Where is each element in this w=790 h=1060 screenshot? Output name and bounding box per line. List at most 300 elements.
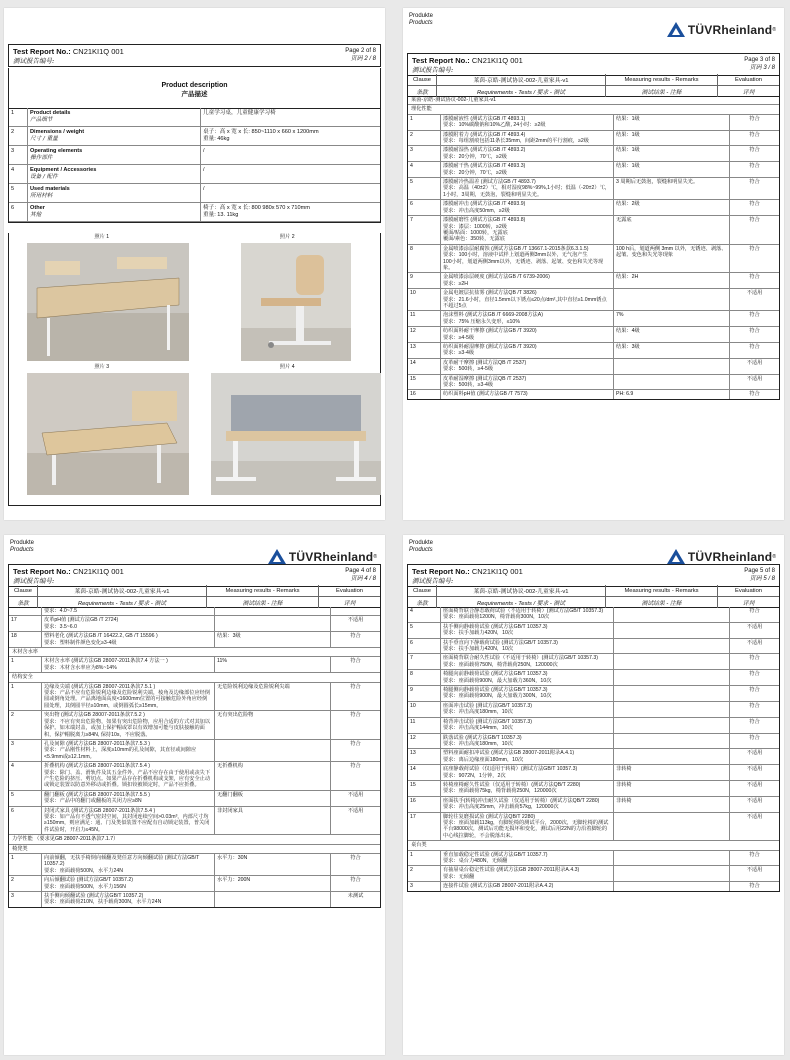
evaluation: 未测试 [347, 893, 364, 900]
column-header-row [9, 585, 380, 597]
clause-number: 14 [408, 765, 441, 780]
clause-number: 15 [408, 375, 441, 390]
evaluation-header-cn: 评判 [742, 601, 755, 607]
measuring-result [614, 882, 730, 890]
row-label [28, 146, 201, 164]
clause-number: 1 [408, 115, 441, 130]
requirements-standard: 莱茵-京皓-测试协议-002-儿童家具-v1 [437, 585, 606, 596]
requirement-text: 金属喷漆涂层硬度 (测试方法GB /T 6739-2006) 要求：≥2H [441, 273, 614, 288]
requirement-text: 金属喷漆涂层耐腐蚀 (测试方法GB /T 13667.1-2015条款6.3.1.5) 要求：100小时，溶液中试样上划道两侧3mm以外，无气泡产生 100小时，划道两侧3mm以外，无锈迹、剥落、起皱、变色和失光等现象。 [441, 245, 614, 273]
clause-number: 9 [408, 686, 441, 701]
requirement-text: 扶手垂直向下静载荷试验 (测试方法GB/T 10357.3) 要求：扶手加载力420N，10次 [441, 639, 614, 654]
clause-header: Clause [9, 585, 38, 596]
measuring-result [614, 702, 730, 717]
table-row [408, 200, 779, 216]
row-label [28, 203, 201, 221]
requirement-text: 塑料老化 (测试方法GB /T 16422.2, GB /T 15596 ) 要求：塑料制件颜色变化≥3-4级 [42, 632, 215, 647]
products-label-en: Products [10, 547, 34, 553]
measuring-result: 3 周期后无鼓泡，裂缝和明显失光。 [614, 178, 730, 199]
table-row [408, 343, 779, 359]
clause-header-cn: 条款 [9, 597, 38, 608]
measuring-result [614, 359, 730, 374]
requirement-text: 漆膜耐冲击 (测试方法GB /T 4893.9) 要求：冲击高度50mm，≥2级 [441, 200, 614, 215]
row-value: 椅子：高 x 宽 x 长: 800 980x 570 x 710mm 重量: 13. 11kg [203, 205, 310, 218]
table-row [408, 734, 779, 750]
table-row [408, 851, 779, 867]
table-row [408, 623, 779, 639]
clause-number: 5 [9, 791, 42, 806]
evaluation: 符合 [749, 608, 760, 614]
clause-number: 1 [408, 851, 441, 866]
table-row [9, 711, 380, 740]
evaluation: 不适用 [746, 639, 763, 646]
requirement-text: 金属电镀层抗盐雾 (测试方法QB /T 3826) 要求：21.6小时，直径1.5mm以下锈点≤20点/dm²,其中直径≥1.0mm锈点不超过5点 [441, 289, 614, 310]
measuring-result: 无危险锐利边缘及危险锐利尖端 [215, 683, 331, 711]
evaluation: 符合 [749, 245, 760, 252]
measuring-result: 无有突出危险物 [215, 711, 331, 739]
table-row [9, 791, 380, 807]
table-row [408, 115, 779, 131]
clause-number: 3 [9, 892, 42, 907]
measuring-result: 非转椅 [614, 797, 730, 812]
results-header: Measuring results - Remarks [606, 585, 718, 596]
results-header: Measuring results - Remarks [606, 74, 718, 85]
tuv-logo: TÜVRheinland ® [667, 549, 776, 564]
evaluation: 符合 [350, 740, 361, 747]
table-row [408, 216, 779, 245]
requirements-header: Requirements - Tests / 要求 - 测试 [437, 86, 606, 97]
measuring-result [614, 639, 730, 654]
evaluation: 不适用 [347, 617, 364, 624]
evaluation: 符合 [350, 877, 361, 884]
clause-number [9, 607, 42, 615]
table-row [408, 765, 779, 781]
requirement-text: 座面椅背联合静态载荷试验（不适用于转椅）(测试方法GB/T 10357.3) 要求：座面载荷1200N，椅背载荷300N，10次 [441, 607, 614, 622]
measuring-result: 非转椅 [614, 781, 730, 796]
evaluation-header-cn: 评判 [742, 90, 755, 96]
table-row [9, 854, 380, 876]
products-label-de: Produkte [10, 540, 35, 546]
section-heading: 木材含水率 [9, 648, 380, 657]
evaluation: 符合 [749, 851, 760, 858]
photo-caption: 照片 3 [94, 364, 110, 370]
requirement-text: 跌落试验 (测试方法GB/T 10357.3) 要求：冲击高度180mm，10次 [441, 734, 614, 749]
measuring-result [614, 866, 730, 881]
product-row [9, 165, 380, 184]
tuv-triangle-icon [268, 549, 286, 564]
table-row [408, 146, 779, 162]
requirement-text: 皮革pH值 (测试方法GB /T 2724) 要求：3.5~6.0 [42, 616, 215, 631]
clause-number: 2 [408, 866, 441, 881]
requirement-text: 纺织面料耐湿摩擦 (测试方法GB /T 3920) 要求：≥3-4级 [441, 343, 614, 358]
tuv-triangle-icon [667, 22, 685, 37]
measuring-result: 结果：1级 [614, 146, 730, 161]
requirement-text: 漆膜耐冷热温差 (测试方法GB /T 4893.7) 要求：高温（40±2）℃，相对湿度98%~99%,1小时；低温（-20±2）℃，1小时，3周期，无鼓泡，裂缝和明显失光。 [441, 178, 614, 199]
clause-number: 18 [9, 632, 42, 647]
evaluation: 符合 [749, 131, 760, 138]
evaluation: 不适用 [347, 791, 364, 798]
evaluation: 符合 [749, 718, 760, 725]
evaluation: 不适用 [746, 867, 763, 874]
clause-number: 9 [408, 273, 441, 288]
row-label-en: Dimensions / weight [30, 129, 85, 135]
evaluation: 符合 [350, 712, 361, 719]
measuring-result [614, 718, 730, 733]
requirement-text: 座面冲击试验 (测试方法GB/T 10357.3) 要求：冲击高度180mm，10次 [441, 702, 614, 717]
row-number: 5 [9, 184, 28, 202]
measuring-result: 非转椅 [614, 765, 730, 780]
row-value: 儿童学习桌，儿童健康学习椅 [203, 110, 276, 116]
row-label-cn: 设备 / 配件 [30, 174, 58, 180]
column-header [407, 74, 780, 97]
measuring-result [614, 607, 730, 622]
measuring-result: 结果：2级 [614, 200, 730, 215]
report-label-cn: 测试报告编号: [13, 577, 55, 585]
requirements-standard: 莱茵-京皓-测试协议-002-儿童家具-v1 [38, 585, 207, 596]
measuring-result: 水平力：200N [215, 876, 331, 891]
evaluation [331, 607, 380, 615]
measuring-result [215, 616, 331, 631]
product-description-title: Product description 产品描述 [8, 68, 381, 109]
row-label-en: Operating elements [30, 148, 83, 154]
evaluation: 符合 [350, 763, 361, 770]
requirement-text: 封闭式家具 (测试方法GB 28007-2011条款7.5.4 ) 要求：如产品有不透气密封空间，其封闭连续空间>0.03m³，内部尺寸均≥150mm，则应满足：通、门及类似装置不应配有自动锁定装置，普关闭件试验时，开启力≤45N。 [42, 807, 215, 835]
row-value: / [203, 167, 205, 173]
report-page-2 [4, 8, 385, 520]
clause-number: 3 [408, 882, 441, 890]
page-number: Page 3 of 8 [744, 57, 775, 63]
evaluation-header: Evaluation [734, 587, 763, 594]
evaluation: 符合 [749, 201, 760, 208]
requirement-text: 椅腿侧向静载荷试验 (测试方法GB/T 10357.3) 要求：座面载荷900N，最大加载力300N，10次 [441, 686, 614, 701]
requirement-text: 漆膜耐磨性 (测试方法GB /T 4893.8) 要求：漆层：1000转，≥2级 覆面/贴面：1000转，无露底 覆面/素色：350转，无露底 [441, 216, 614, 244]
table-row [408, 882, 779, 890]
measuring-result: 100 h后，划道两侧 3mm 以外，无锈迹、剥落、起皱、变色和失光等现象 [614, 245, 730, 273]
evaluation: 不适用 [746, 781, 763, 788]
tuv-logo: TÜVRheinland ® [268, 549, 377, 564]
measuring-result: 结果：1级 [614, 115, 730, 130]
report-header [407, 564, 780, 587]
report-page-5 [403, 535, 784, 1055]
report-label-cn: 测试报告编号: [412, 66, 454, 74]
requirement-text: 突出物 (测试方法GB 28007-2011条款7.5.2 ) 要求：不应有突出危险物，如果有突出危险物，应用合适的方式对其加以保护。如末端封盖，或加上保护帽或罩以有效增加可能与皮肤接触的面积，保护帽脱离力≥84N, 保持10s，不应脱落。 [42, 711, 215, 739]
measuring-result [614, 734, 730, 749]
requirement-text: 皮革耐湿摩擦 (测试方法QB /T 2537) 要求：500转，≥3-4级 [441, 375, 614, 390]
clause-number: 16 [408, 797, 441, 812]
evaluation: 符合 [749, 274, 760, 281]
clause-number: 15 [408, 781, 441, 796]
evaluation: 不适用 [746, 797, 763, 804]
clause-number: 13 [408, 343, 441, 358]
evaluation: 符合 [350, 633, 361, 640]
row-label [28, 165, 201, 183]
measuring-result: 无翻门翻板 [215, 791, 331, 806]
clause-number: 2 [408, 131, 441, 146]
measuring-result [215, 892, 331, 907]
evaluation: 符合 [749, 312, 760, 319]
evaluation: 不适用 [746, 750, 763, 757]
measuring-result: 11% [215, 657, 331, 672]
table-row [408, 245, 779, 274]
requirement-text: 座面扶手(转椅)冲击耐久试验（仅适用于转椅）(测试方法QB/T 2280) 要求：冲击高度25mm，冲击载荷57kg，120000次 [441, 797, 614, 812]
evaluation: 符合 [350, 855, 361, 861]
clause-number: 8 [408, 670, 441, 685]
row-label-cn: 尺寸 / 重量 [30, 136, 58, 142]
clause-number: 5 [408, 623, 441, 638]
table-row [408, 718, 779, 734]
requirement-text: 折叠机构 (测试方法GB 28007-2011条款7.5.4 ) 要求：除门、盖、滑轨件及其五金件外，产品不应存在由于使用或丧失下产生危险的挤压、剪切点。如果产品存在折叠机构或支架，应有安全止动或锁定装置以防意外移动或折叠。锁扣铰被锁定时，产品不应折叠。 [42, 762, 215, 790]
page-number: Page 2 of 8 [345, 48, 376, 54]
requirement-text: 椅背冲击试验 (测试方法GB/T 10357.3) 要求：冲击高度144mm，10次 [441, 718, 614, 733]
table-row [408, 273, 779, 289]
table-row [408, 749, 779, 765]
clause-header-cn: 条款 [408, 597, 437, 608]
evaluation-header-cn: 评判 [343, 601, 356, 607]
table-row [408, 359, 779, 375]
clause-number: 11 [408, 718, 441, 733]
measuring-result [614, 375, 730, 390]
requirement-text: 要求：4.0~7.5 [42, 607, 215, 615]
requirements-standard: 莱茵-京皓-测试协议-002-儿童家具-v1 [437, 74, 606, 85]
clause-header-cn: 条款 [408, 86, 437, 97]
clause-header: Clause [408, 74, 437, 85]
measuring-result: 无露底 [614, 216, 730, 244]
table-row [408, 327, 779, 343]
report-label: Test Report No.: [13, 567, 71, 576]
clause-number: 14 [408, 359, 441, 374]
evaluation: 符合 [749, 687, 760, 694]
column-header [8, 585, 381, 608]
measuring-result [614, 289, 730, 310]
clause-number: 6 [408, 200, 441, 215]
section-heading: 结构安全 [9, 673, 380, 682]
requirement-text: 向后倾翻试验 (测试方法GB/T 10357.2) 要求：座面载荷500N，水平力156N [42, 876, 215, 891]
report-label: Test Report No.: [412, 567, 470, 576]
table-row [9, 657, 380, 673]
clause-number: 13 [408, 749, 441, 764]
report-number: CN21KI1Q 001 [471, 56, 523, 65]
clause-number: 10 [408, 702, 441, 717]
report-header [8, 44, 381, 67]
row-label [28, 127, 201, 145]
page-number-cn: 页码 4 / 8 [350, 576, 376, 582]
row-label [28, 184, 201, 202]
table-row [408, 607, 779, 623]
report-label-cn: 测试报告编号: [412, 577, 454, 585]
test-results-table [407, 607, 780, 892]
report-number: CN21KI1Q 001 [471, 567, 523, 576]
clause-number: 2 [9, 711, 42, 739]
section-heading: 桌台类 [408, 841, 779, 850]
measuring-result: 结果：3级 [215, 632, 331, 647]
table-row [408, 639, 779, 655]
requirement-text: 椅腿向前静载荷试验 (测试方法GB/T 10357.3) 要求：座面载荷900N，最大加载力360N，10次 [441, 670, 614, 685]
measuring-result: 结果：3级 [614, 343, 730, 358]
column-header-row [408, 74, 779, 86]
row-label [28, 108, 201, 126]
report-label-cn: 测试报告编号: [13, 57, 55, 65]
clause-number: 6 [9, 807, 42, 835]
requirement-text: 孔及间隙 (测试方法GB 28007-2011条款7.5.3 ) 要求：产品刚性材料上，深度≥10mm的孔及间隙，其直径或间隙应<5.9mm或≥12.1mm。 [42, 740, 215, 761]
page-number-cn: 页码 3 / 8 [749, 65, 775, 71]
evaluation: 符合 [749, 702, 760, 709]
photo-caption: 照片 2 [279, 234, 295, 240]
row-label-en: Other [30, 205, 45, 211]
table-row [9, 607, 380, 616]
results-header-cn: 测试结果 - 注释 [606, 597, 718, 608]
measuring-result: 7% [614, 311, 730, 326]
row-value: / [203, 186, 205, 192]
evaluation: 符合 [749, 655, 760, 662]
table-row [408, 670, 779, 686]
evaluation: 符合 [749, 179, 760, 186]
clause-number: 5 [408, 178, 441, 199]
clause-number: 7 [408, 216, 441, 244]
requirement-text: 漆膜耐干热 (测试方法GB /T 4893.3) 要求：20分钟，70℃，≥2级 [441, 162, 614, 177]
clause-number: 12 [408, 327, 441, 342]
measuring-result [215, 607, 331, 615]
evaluation-header: Evaluation [335, 587, 364, 594]
evaluation: 符合 [749, 328, 760, 335]
evaluation: 不适用 [746, 813, 763, 820]
row-value: 桌子：高 x 宽 x 长: 850~1110 x 660 x 1200mm 重量: 46kg [203, 129, 319, 142]
requirement-text: 漆膜耐液性 (测试方法GB /T 4893.1) 要求：10%碳酸钠和10%乙酸, 24小时：≥2级 [441, 115, 614, 130]
evaluation: 不适用 [746, 359, 763, 366]
table-row [408, 686, 779, 702]
row-value: / [203, 148, 205, 154]
table-row [408, 375, 779, 391]
requirement-text: 向前倾翻，无扶手椅倒向倾翻及凳任意方向倾翻试验 (测试方法GB/T 10357.2) 要求：座面载荷500N，水平力24N [42, 854, 215, 875]
tuv-triangle-icon [667, 549, 685, 564]
clause-number: 16 [408, 390, 441, 398]
table-row [408, 813, 779, 842]
table-row [408, 131, 779, 147]
report-label: Test Report No.: [13, 47, 71, 56]
requirement-text: 翻门翻板 (测试方法GB 28007-2011条款7.5.5 ) 要求：产品中的翻门或翻板的关闭力应≥8N [42, 791, 215, 806]
clause-number: 1 [9, 854, 42, 875]
clause-number: 4 [408, 162, 441, 177]
evaluation: 符合 [749, 217, 760, 224]
photo-desk-angled-view [27, 373, 189, 495]
clause-number: 17 [408, 813, 441, 841]
results-header-cn: 测试结果 - 注释 [207, 597, 319, 608]
clause-number: 2 [9, 876, 42, 891]
evaluation: 符合 [350, 658, 361, 665]
evaluation: 符合 [749, 147, 760, 154]
requirement-text: 扶手侧向倾翻试验 (测试方法GB/T 10357.2) 要求：座面载荷210N，扶手载荷300N，水平力24N [42, 892, 215, 907]
table-row [408, 162, 779, 178]
measuring-result: 无折叠机构 [215, 762, 331, 790]
section-heading: 莱茵-京皓-测试协议-002-儿童家具-v1 [408, 96, 779, 105]
requirement-text: 纺织面料耐干摩擦 (测试方法GB /T 3920) 要求：≥4-5级 [441, 327, 614, 342]
row-number: 1 [9, 108, 28, 126]
measuring-result [215, 740, 331, 761]
evaluation: 符合 [749, 671, 760, 678]
measuring-result: 结果：1级 [614, 162, 730, 177]
photo-desk-top-view [27, 243, 189, 361]
column-header-row [408, 585, 779, 597]
products-label-de: Produkte [409, 13, 434, 19]
row-label-cn: 产品细节 [30, 117, 53, 123]
measuring-result: 结果：4级 [614, 327, 730, 342]
clause-number: 3 [9, 740, 42, 761]
measuring-result [614, 851, 730, 866]
row-number: 4 [9, 165, 28, 183]
table-row [408, 654, 779, 670]
table-row [408, 797, 779, 813]
clause-number: 12 [408, 734, 441, 749]
photo-chair-side-view [241, 243, 351, 361]
report-header [8, 564, 381, 587]
requirements-header: Requirements - Tests / 要求 - 测试 [437, 597, 606, 608]
requirement-text: 皮革耐干摩擦 (测试方法QB /T 2537) 要求：500转，≥4-5级 [441, 359, 614, 374]
products-label-de: Produkte [409, 540, 434, 546]
page-number-cn: 页码 5 / 8 [749, 576, 775, 582]
section-heading: 椅凳类 [9, 845, 380, 854]
clause-header: Clause [408, 585, 437, 596]
requirement-text: 座面椅背联合耐久性试验（不适用于转椅）(测试方法GB/T 10357.3) 要求：座面载荷750N，椅背载荷250N，120000次 [441, 654, 614, 669]
clause-number: 4 [9, 762, 42, 790]
table-row [408, 781, 779, 797]
page-number: Page 4 of 8 [345, 568, 376, 574]
table-row [9, 740, 380, 762]
row-label-en: Product details [30, 110, 71, 116]
measuring-result [614, 686, 730, 701]
evaluation: 不适用 [746, 623, 763, 630]
evaluation: 不适用 [746, 290, 763, 297]
product-row [9, 203, 380, 222]
results-header: Measuring results - Remarks [207, 585, 319, 596]
requirement-text: 泡沫塑料 (测试方法GB /T 6669-2008方法A) 要求：75% 压缩永久变形，≤10% [441, 311, 614, 326]
requirement-text: 垂直加载稳定性试验 (测试方法GB/T 10357.7) 要求：桌台力480N，无倾翻 [441, 851, 614, 866]
report-header [407, 53, 780, 76]
table-row [9, 632, 380, 648]
section-subheading: 理化性能 [408, 105, 779, 114]
row-label-cn: 所用材料 [30, 193, 53, 199]
tuv-logo: TÜVRheinland ® [667, 22, 776, 37]
evaluation: 符合 [749, 391, 760, 398]
table-row [408, 390, 779, 398]
measuring-result: 非封闭家具 [215, 807, 331, 835]
row-number: 6 [9, 203, 28, 221]
requirement-text: 塑料座面耐扣冲试验 (测试方法GB 28007-2011附录A.4.1) 要求：离后边缘座面180mm，10次 [441, 749, 614, 764]
table-row [9, 807, 380, 836]
photo-caption: 照片 4 [279, 364, 295, 370]
table-row [408, 289, 779, 311]
products-label-en: Products [409, 547, 433, 553]
table-row [9, 762, 380, 791]
table-row [9, 876, 380, 892]
requirement-text: 边缘及尖端 (测试方法GB 28007-2011条款7.5.1 ) 要求：产品不应有危险锐利边缘及危险锐利尖端，棱角及边缘部位应经倒圆或倒角处理。产品离地面高度<1600mm位置的可接触危险外角应经倒圆处理，其倒圆半径≥10mm，或倒圆弧长≥15mm。 [42, 683, 215, 711]
table-row [408, 178, 779, 200]
product-description-table [8, 108, 381, 223]
brand-header [409, 13, 778, 43]
clause-number: 3 [408, 146, 441, 161]
measuring-result: 水平力：30N [215, 854, 331, 875]
row-label-cn: 操作部件 [30, 155, 53, 161]
table-row [408, 702, 779, 718]
product-row [9, 146, 380, 165]
column-header [407, 585, 780, 608]
table-row [9, 683, 380, 712]
requirements-header: Requirements - Tests / 要求 - 测试 [38, 597, 207, 608]
test-results-table [407, 96, 780, 400]
clause-number: 7 [408, 654, 441, 669]
evaluation: 符合 [749, 115, 760, 122]
clause-number: 6 [408, 639, 441, 654]
evaluation: 符合 [350, 683, 361, 690]
photo-grid [8, 233, 381, 506]
